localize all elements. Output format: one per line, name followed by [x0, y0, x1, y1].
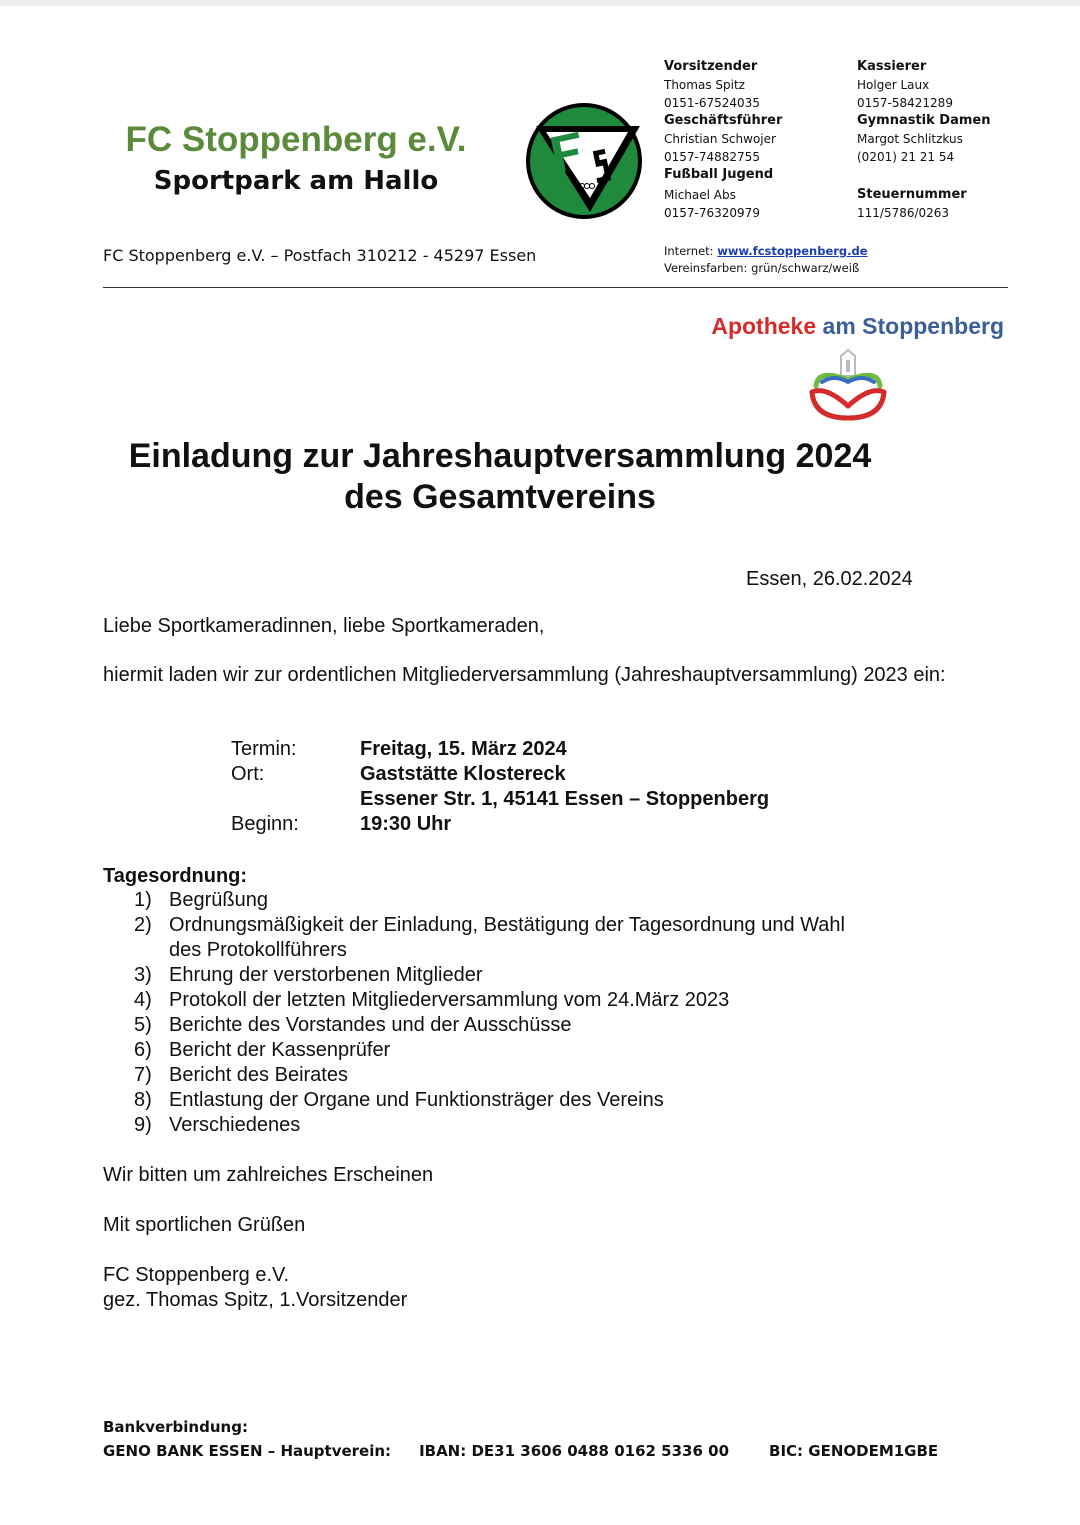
agenda-number: 4): [134, 989, 152, 1011]
closing-request: Wir bitten um zahlreiches Erscheinen: [103, 1164, 434, 1186]
agenda-item: [134, 888, 854, 913]
agenda-item: [134, 1113, 854, 1138]
internet-label: Internet:: [664, 244, 714, 258]
contact-title: Gymnastik Damen: [857, 113, 991, 128]
detail-value: 19:30 Uhr: [360, 813, 452, 835]
greeting: Liebe Sportkameradinnen, liebe Sportkameraden,: [103, 615, 545, 637]
header-divider: [103, 287, 1008, 288]
contact-name: Christian Schwojer: [664, 132, 776, 146]
detail-row-place: [231, 762, 769, 787]
agenda-title: Tagesordnung:: [103, 865, 248, 887]
top-band: [0, 0, 1080, 6]
contact-title: Vorsitzender: [664, 59, 758, 74]
detail-row-address: [231, 787, 769, 812]
agenda-item: [134, 988, 854, 1013]
detail-row-date: [231, 737, 769, 762]
agenda-number: 3): [134, 964, 152, 986]
contact-block-chairman: [664, 58, 782, 112]
contact-phone: 0157-58421289: [857, 96, 953, 110]
signature-block: [103, 1263, 407, 1313]
bank-iban: IBAN: DE31 3606 0488 0162 5336 00: [419, 1442, 730, 1460]
contacts-column-left: [664, 58, 782, 222]
agenda-text: Bericht des Beirates: [169, 1064, 348, 1086]
contact-block-manager: [664, 112, 782, 166]
agenda-item: [134, 913, 854, 963]
club-subtitle: Sportpark am Hallo: [153, 166, 439, 196]
closing-greeting: Mit sportlichen Grüßen: [103, 1214, 306, 1236]
signature-name: gez. Thomas Spitz, 1.Vorsitzender: [103, 1289, 408, 1311]
agenda-item: [134, 963, 854, 988]
agenda-text: Entlastung der Organe und Funktionsträger des Vereins: [169, 1089, 664, 1111]
agenda-item: [134, 1013, 854, 1038]
agenda-item: [134, 1038, 854, 1063]
detail-label: [231, 787, 360, 812]
agenda-item: [134, 1088, 854, 1113]
agenda-text: Ordnungsmäßigkeit der Einladung, Bestätigung der Tagesordnung und Wahl des Protokollführers: [169, 914, 845, 961]
postal-address: FC Stoppenberg e.V. – Postfach 310212 - 45297 Essen: [103, 246, 537, 265]
detail-row-start: [231, 812, 769, 837]
detail-value: Gaststätte Klostereck: [360, 763, 566, 785]
contact-phone: 0151-67524035: [664, 96, 760, 110]
bank-name: GENO BANK ESSEN – Hauptverein:: [103, 1442, 392, 1460]
signature-club: FC Stoppenberg e.V.: [103, 1264, 290, 1286]
contact-title: Fußball Jugend: [664, 167, 774, 182]
detail-label: Ort:: [231, 763, 265, 785]
contact-phone: 0157-74882755: [664, 150, 760, 164]
detail-value: Freitag, 15. März 2024: [360, 738, 567, 760]
agenda-item: [134, 1063, 854, 1088]
contact-block-gymnastics: [857, 112, 990, 166]
contact-block-treasurer: [857, 58, 990, 112]
agenda-text: Protokoll der letzten Mitgliederversammlung vom 24.März 2023: [169, 989, 730, 1011]
agenda-number: 8): [134, 1089, 152, 1111]
document-title: [60, 436, 940, 518]
agenda-number: 7): [134, 1064, 152, 1086]
agenda-list: [134, 888, 854, 1138]
club-colors: Vereinsfarben: grün/schwarz/weiß: [664, 261, 860, 275]
contact-phone: 0157-76320979: [664, 206, 760, 220]
agenda-number: 9): [134, 1114, 152, 1136]
sponsor-word-1: Apotheke: [711, 313, 817, 339]
website-link[interactable]: www.fcstoppenberg.de: [717, 244, 868, 258]
bank-details: [103, 1442, 966, 1460]
letter-date: Essen, 26.02.2024: [746, 568, 913, 590]
contact-title: Steuernummer: [857, 187, 967, 202]
agenda-number: 6): [134, 1039, 152, 1061]
contact-title: Kassierer: [857, 59, 927, 74]
intro-paragraph: hiermit laden wir zur ordentlichen Mitgliederversammlung (Jahreshauptversammlung) 2023 ein:: [103, 664, 946, 686]
detail-label: Beginn:: [231, 813, 299, 835]
contact-name: Michael Abs: [664, 188, 736, 202]
agenda-text: Begrüßung: [169, 889, 268, 911]
detail-value: Essener Str. 1, 45141 Essen – Stoppenberg: [360, 788, 770, 810]
agenda-text: Bericht der Kassenprüfer: [169, 1039, 391, 1061]
agenda-number: 1): [134, 889, 152, 911]
bank-bic: BIC: GENODEM1GBE: [769, 1442, 939, 1460]
tax-number: 111/5786/0263: [857, 206, 950, 220]
meeting-details: [231, 737, 769, 837]
title-line-1: Einladung zur Jahreshauptversammlung 2024: [128, 437, 872, 475]
agenda-number: 2): [134, 914, 152, 936]
detail-label: Termin:: [231, 738, 297, 760]
sponsor-name: [711, 313, 1004, 340]
agenda-text: Verschiedenes: [169, 1114, 301, 1136]
sponsor-word-2: am Stoppenberg: [822, 313, 1004, 339]
contact-name: Margot Schlitzkus: [857, 132, 963, 146]
pharmacy-logo: [808, 346, 888, 422]
agenda-text: Ehrung der verstorbenen Mitglieder: [169, 964, 483, 986]
contact-name: Thomas Spitz: [664, 78, 745, 92]
contact-phone: (0201) 21 21 54: [857, 150, 955, 164]
title-line-2: des Gesamtvereins: [344, 478, 656, 516]
contacts-column-right: [857, 58, 990, 222]
club-logo: [524, 100, 644, 222]
contact-name: Holger Laux: [857, 78, 930, 92]
agenda-text: Berichte des Vorstandes und der Ausschüsse: [169, 1014, 572, 1036]
contact-title: Geschäftsführer: [664, 113, 783, 128]
contact-block-youth: [664, 166, 782, 222]
web-info: [664, 243, 868, 277]
contact-block-tax: [857, 186, 990, 222]
bank-label: Bankverbindung:: [103, 1418, 248, 1436]
club-name: FC Stoppenberg e.V.: [125, 120, 467, 159]
agenda-number: 5): [134, 1014, 152, 1036]
